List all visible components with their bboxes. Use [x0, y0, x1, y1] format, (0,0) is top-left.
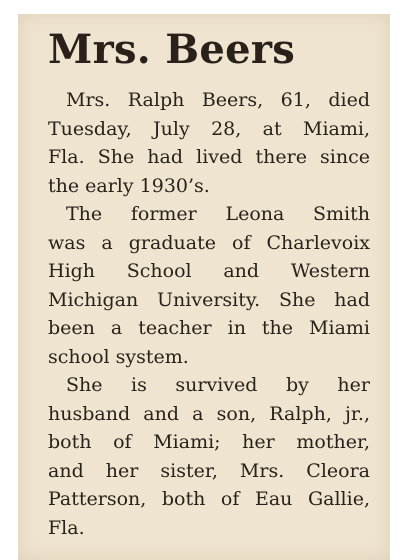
text-line: Mrs. Ralph Beers, 61, died: [66, 89, 370, 111]
text-line: Tuesday, July 28, at Miami,: [48, 117, 370, 140]
text-line: Fla.: [48, 516, 85, 539]
paragraph-survivors: [48, 371, 370, 542]
text-line: been a teacher in the Miami: [48, 317, 370, 339]
text-line: both of Miami; her mother,: [48, 431, 370, 453]
text-line: the early 1930’s.: [48, 174, 210, 197]
paragraph-biography: [48, 200, 370, 371]
text-line: Fla. She had lived there since: [48, 146, 370, 168]
text-line: Patterson, both of Eau Gallie,: [48, 488, 370, 510]
text-line: and her sister, Mrs. Cleora: [48, 459, 370, 482]
text-line: She is survived by her: [66, 374, 370, 396]
text-line: school system.: [48, 345, 189, 368]
text-line: The former Leona Smith: [66, 203, 370, 225]
text-line: High School and Western: [48, 260, 370, 282]
text-line: husband and a son, Ralph, jr.,: [48, 402, 370, 425]
text-line: was a graduate of Charlevoix: [48, 231, 370, 254]
text-line: Michigan University. She had: [48, 288, 370, 311]
obituary-headline: Mrs. Beers: [48, 26, 296, 73]
newspaper-clipping: [18, 14, 390, 560]
paragraph-death-notice: [48, 86, 370, 200]
